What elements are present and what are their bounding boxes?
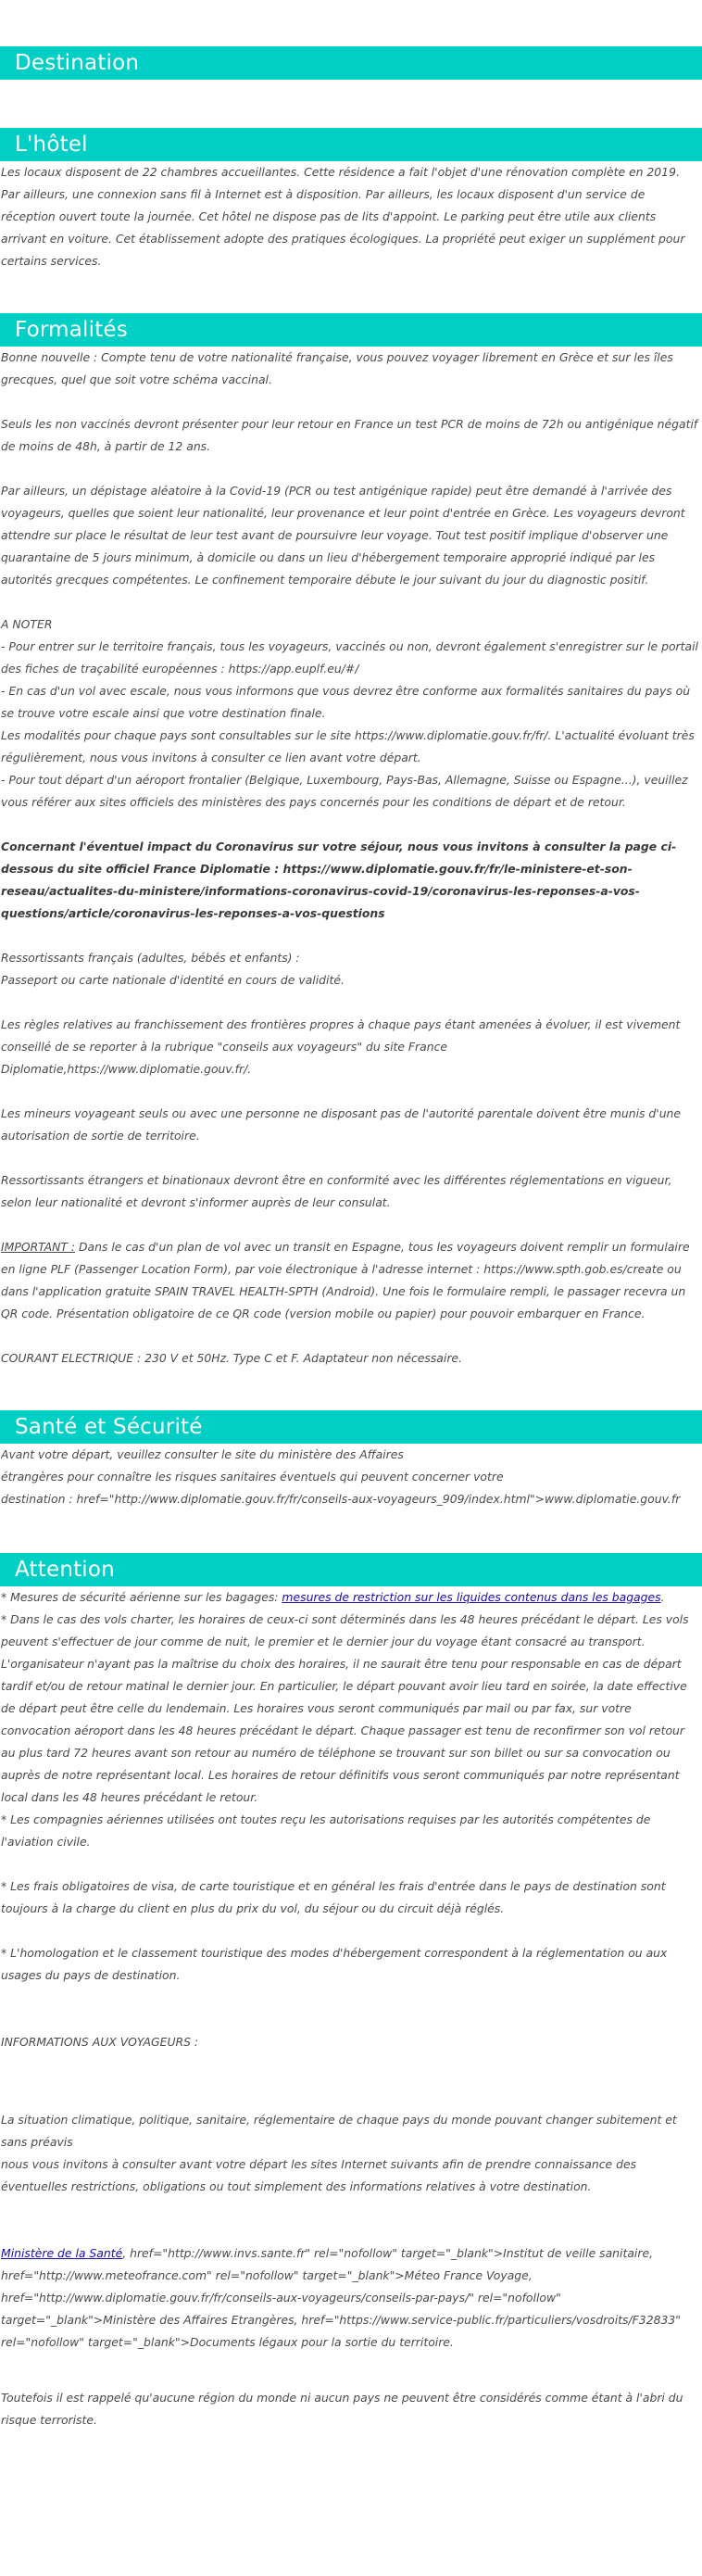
- important-notice: [1, 1236, 700, 1325]
- etrangers-notice: Ressortissants étrangers et binationaux devront être en conformité avec les différentes réglementations en vigueur, selon leur nationalité et devront s'informer auprès de leur consulat.: [1, 1173, 672, 1209]
- formalites-paragraph: Par ailleurs, un dépistage aléatoire à la Covid-19 (PCR ou test antigénique rapide) peut être demandé à l'arrivée des voyageurs, quelles que soient leur nationalité, leur provenance et leur point d'entrée en Grèce. Les voyageurs devront attendre sur place le résultat de leur test avant de poursuivre leur voyage. Tout test positif implique d'observer une quarantaine de 5 jours minimum, à domicile ou dans un lieu d'hébergement temporaire approprié indiqué par les autorités grecques compétentes. Le confinement temporaire débute le jour suivant du jour du diagnostic positif.: [1, 484, 685, 587]
- a-noter-title: A NOTER: [1, 617, 53, 631]
- ressortissants-documents: Passeport ou carte nationale d'identité en cours de validité.: [1, 973, 345, 987]
- ministere-sante-link[interactable]: Ministère de la Santé: [1, 2246, 123, 2260]
- frais-notice: * Les frais obligatoires de visa, de carte touristique et en général les frais d'entrée dans le pays de destination sont toujours à la charge du client en plus du prix du vol, du séjour ou du circuit déjà réglés.: [1, 1879, 666, 1915]
- situation-notice: nous vous invitons à consulter avant votre départ les sites Internet suivants afin de prendre connaissance des éventuelles restrictions, obligations ou tout simplement des informations relatives à votre destination.: [1, 2157, 637, 2193]
- attention-content: [0, 1586, 702, 2431]
- sante-content: [0, 1444, 702, 1510]
- a-noter-item: - Pour tout départ d'un aéroport frontalier (Belgique, Luxembourg, Pays-Bas, Allemagne, Suisse ou Espagne...), veuillez vous référer aux sites officiels des ministères des pays concernés pour les conditions de départ et de retour.: [1, 773, 688, 809]
- section-title-attention: Attention: [0, 1553, 702, 1586]
- charter-notice: * Dans le cas des vols charter, les horaires de ceux-ci sont déterminés dans les 48 heures précédant le départ. Les vols peuvent s'effectuer de jour comme de nuit, le premier et le dernier jour du voyage étant consacré au transport. L'organisateur n'ayant pas la maîtrise du choix des horaires, il ne saurait être tenu pour responsable en cas de départ tardif et/ou de retour matinal le dernier jour. En particulier, le départ pouvant avoir lieu tard en soirée, la date effective de départ peut être celle du lendemain. Les horaires vous seront communiqués par mail ou par fax, sur votre convocation aéroport dans les 48 heures précédant le départ. Chaque passager est tenu de reconfirmer son vol retour au plus tard 72 heures avant son retour au numéro de téléphone se trouvant sur son billet ou sur sa convocation ou auprès de notre représentant local. Les horaires de retour définitifs vous seront communiqués par notre représentant local dans les 48 heures précédant le retour.: [1, 1612, 689, 1804]
- mesures-securite: [1, 1586, 700, 1609]
- situation-notice: La situation climatique, politique, sanitaire, réglementaire de chaque pays du monde pouvant changer subitement et sans préavis: [1, 2113, 677, 2149]
- courant-electrique: COURANT ELECTRIQUE : 230 V et 50Hz. Type C et F. Adaptateur non nécessaire.: [1, 1351, 462, 1365]
- liquides-restriction-link[interactable]: mesures de restriction sur les liquides contenus dans les bagages: [282, 1590, 661, 1604]
- a-noter-item: - Pour entrer sur le territoire français, tous les voyageurs, vaccinés ou non, devront également s'enregistrer sur le portail des fiches de traçabilité européennes : https://app.euplf.eu/#/: [1, 639, 698, 676]
- ministere-rest: , href="http://www.invs.sante.fr" rel="nofollow" target="_blank">Institut de veille sanitaire, href="http://www.meteofrance.com" rel="nofollow" target="_blank">Méteo France Voyage, href="http://www.diplomatie.gouv.fr/fr/conseils-aux-voyageurs/conseils-par-pays/" rel="nofollow" target="_blank">Ministère des Affaires Etrangères, href="https://www.service-public.fr/particuliers/vosdroits/F32833" rel="nofollow" target="_blank">Documents légaux pour la sortie du territoire.: [1, 2246, 681, 2349]
- important-text: Dans le cas d'un plan de vol avec un transit en Espagne, tous les voyageurs doivent remplir un formulaire en ligne PLF (Passenger Location Form), par voie électronique à l'adresse internet : https://www.spth.gob.es/create ou dans l'application gratuite SPAIN TRAVEL HEALTH-SPTH (Android). Une fois le formulaire rempli, le passager recevra un QR code. Présentation obligatoire de ce QR code (version mobile ou papier) pour pouvoir embarquer en France.: [1, 1240, 690, 1320]
- formalites-paragraph: Bonne nouvelle : Compte tenu de votre nationalité française, vous pouvez voyager librement en Grèce et sur les îles grecques, quel que soit votre schéma vaccinal.: [1, 350, 673, 386]
- compagnies-notice: * Les compagnies aériennes utilisées ont toutes reçu les autorisations requises par les autorités compétentes de l'aviation civile.: [1, 1812, 651, 1849]
- a-noter-item: Les modalités pour chaque pays sont consultables sur le site https://www.diplomatie.gouv.fr/fr/. L'actualité évoluant très régulièrement, nous vous invitons à consulter ce lien avant votre départ.: [1, 728, 695, 764]
- a-noter-item: - En cas d'un vol avec escale, nous vous informons que vous devrez être conforme aux formalités sanitaires du pays où se trouve votre escale ainsi que votre destination finale.: [1, 684, 691, 720]
- section-title-formalites: Formalités: [0, 313, 702, 347]
- sante-line: Avant votre départ, veuillez consulter le site du ministère des Affaires: [1, 1447, 404, 1461]
- section-title-hotel: L'hôtel: [0, 128, 702, 161]
- hotel-text: Les locaux disposent de 22 chambres accueillantes. Cette résidence a fait l'objet d'une rénovation complète en 2019. Par ailleurs, une connexion sans fil à Internet est à disposition. Par ailleurs, les locaux disposent d'un service de réception ouvert toute la journée. Cet hôtel ne dispose pas de lits d'appoint. Le parking peut être utile aux clients arrivant en voiture. Cet établissement adopte des pratiques écologiques. La propriété peut exiger un supplément pour certains services.: [1, 165, 685, 268]
- mineurs-notice: Les mineurs voyageant seuls ou avec une personne ne disposant pas de l'autorité parentale doivent être munis d'une autorisation de sortie de territoire.: [1, 1106, 682, 1143]
- coronavirus-notice: Concernant l'éventuel impact du Coronavirus sur votre séjour, nous vous invitons à consulter la page ci-dessous du site officiel France Diplomatie : https://www.diplomatie.gouv.fr/fr/le-ministere-et-son-reseau/actualites-du-ministere/informations-coronavirus-covid-19/coronavirus-les-reponses-a-vos-questions/article/coronavirus-les-reponses-a-vos-questions: [1, 840, 677, 920]
- section-title-sante: Santé et Sécurité: [0, 1410, 702, 1444]
- sante-line: étrangères pour connaître les risques sanitaires éventuels qui peuvent concerner votre: [1, 1470, 504, 1484]
- homologation-notice: * L'homologation et le classement touristique des modes d'hébergement correspondent à la réglementation ou aux usages du pays de destination.: [1, 1946, 668, 1982]
- mesures-suffix: .: [660, 1590, 665, 1604]
- infos-voyageurs-title: INFORMATIONS AUX VOYAGEURS :: [1, 2035, 199, 2049]
- ressortissants-heading: Ressortissants français (adultes, bébés et enfants) :: [1, 951, 300, 965]
- formalites-paragraph: Seuls les non vaccinés devront présenter pour leur retour en France un test PCR de moins de 72h ou antigénique négatif de moins de 48h, à partir de 12 ans.: [1, 417, 698, 453]
- sante-line: destination : href="http://www.diplomatie.gouv.fr/fr/conseils-aux-voyageurs_909/index.html">www.diplomatie.gouv.fr: [1, 1492, 681, 1506]
- terroriste-notice: Toutefois il est rappelé qu'aucune région du monde ni aucun pays ne peuvent être considérés comme étant à l'abri du risque terroriste.: [1, 2391, 683, 2427]
- section-title-destination: Destination: [0, 46, 702, 80]
- regles-frontieres: Les règles relatives au franchissement des frontières propres à chaque pays étant amenées à évoluer, il est vivement conseillé de se reporter à la rubrique "conseils aux voyageurs" du site France Diplomatie,https://www.diplomatie.gouv.fr/.: [1, 1017, 681, 1076]
- formalites-content: [0, 347, 702, 1370]
- ministere-links: [1, 2242, 700, 2354]
- important-label: IMPORTANT :: [1, 1240, 76, 1254]
- mesures-prefix: * Mesures de sécurité aérienne sur les bagages:: [1, 1590, 282, 1604]
- hotel-description: [0, 161, 702, 272]
